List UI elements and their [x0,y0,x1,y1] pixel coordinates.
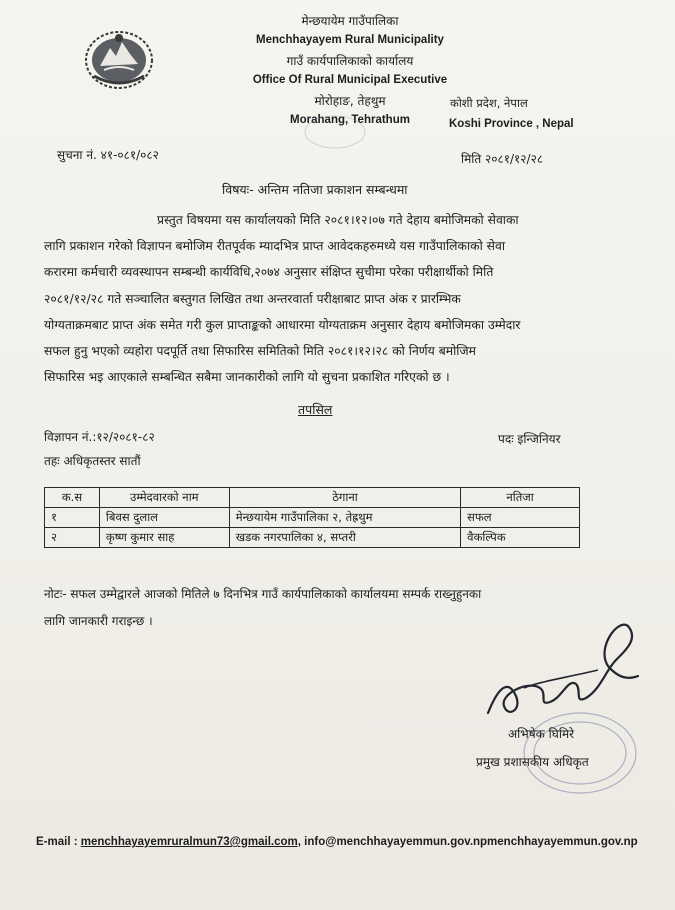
advertisement-number: विज्ञापन नं.:१२/२०८१-८२ [44,430,155,444]
results-table [44,487,580,548]
signatory-title: प्रमुख प्रशासकीय अधिकृत [476,755,589,769]
nepal-emblem-logo [82,26,156,92]
municipality-name-en: Menchhayayem Rural Municipality [256,34,444,46]
body-line-3: करारमा कर्मचारी व्यवस्थापन सम्बन्धी कार्यविधि,२०७४ अनुसार संक्षिप्त सुचीमा परेका परीक्षार्थीको मिति [44,265,494,279]
province-np: कोशी प्रदेश, नेपाल [450,96,528,110]
subject-line: विषयः- अन्तिम नतिजा प्रकाशन सम्बन्धमा [222,182,408,197]
col-address: ठेगाना [229,488,460,508]
col-serial: क.स [45,488,100,508]
cell-serial: १ [45,508,100,528]
signatory-name: अभिषेक घिमिरे [508,727,575,741]
email-label: E-mail : [36,836,78,848]
note-line-2: लागि जानकारी गराइन्छ । [44,614,153,628]
faint-stamp [300,112,370,152]
place-np: मोरोहाङ, तेहथुम [314,94,386,108]
cell-address: मेन्छयायेम गाउँपालिका २, तेह्रथुम [229,508,460,528]
email-link-primary[interactable]: menchhayayemruralmun73@gmail.com, [80,836,301,848]
note-line-1: नोटः- सफल उम्मेद्वारले आजको मितिले ७ दिनभित्र गाउँ कार्यपालिकाको कार्यालयमा सम्पर्क राख्नुहुनका [44,587,482,601]
table-row [45,508,580,528]
cell-name: कृष्ण कुमार साह [99,528,229,548]
body-line-1: प्रस्तुत विषयमा यस कार्यालयको मिति २०८१।१२।०७ गते देहाय बमोजिमको सेवाका [157,213,519,227]
cell-result: सफल [461,508,580,528]
body-line-7: सिफारिस भइ आएकाले सम्बन्धित सबैमा जानकारीको लागि यो सुचना प्रकाशित गरिएको छ । [44,370,450,384]
cell-address: खडक नगरपालिका ४, सप्तरी [229,528,460,548]
footer-contact [36,836,638,848]
post-name: पदः इन्जिनियर [498,432,561,446]
table-header-row [45,488,580,508]
col-result: नतिजा [461,488,580,508]
notice-number: सुचना नं. ४१-०८१/०८२ [57,148,159,162]
body-line-2: लागि प्रकाशन गरेको विज्ञापन बमोजिम रीतपूर्वक म्यादभित्र प्राप्त आवेदकहरुमध्ये यस गाउँपालिकाको सेवा [44,239,506,253]
body-line-6: सफल हुनु भएको व्यहोरा पदपूर्ति तथा सिफारिस समितिको मिति २०८१।१२।२८ को निर्णय बमोजिम [44,344,476,358]
office-name-np: गाउँ कार्यपालिकाको कार्यालय [286,54,414,68]
level: तहः अधिकृतस्तर सातौं [44,454,141,468]
body-line-4: २०८१/१२/२८ गते सञ्चालित बस्तुगत लिखित तथा अन्तरवार्ता परीक्षाबाट प्राप्त अंक र प्रारम्भिक [44,292,461,306]
email-link-secondary[interactable]: info@menchhayayemmun.gov.npmenchhayayemmun.gov.np [304,836,638,848]
table-row [45,528,580,548]
cell-serial: २ [45,528,100,548]
details-heading: तपसिल [298,402,333,417]
col-candidate-name: उम्मेदवारको नाम [99,488,229,508]
office-name-en: Office Of Rural Municipal Executive [252,74,448,86]
province-en: Koshi Province , Nepal [449,118,574,130]
cell-name: बिवस दुलाल [99,508,229,528]
notice-date: मिति २०८१/१२/२८ [461,152,544,166]
municipality-name-np: मेन्छयायेम गाउँपालिका [301,14,399,28]
cell-result: वैकल्पिक [461,528,580,548]
body-line-5: योग्यताक्रमबाट प्राप्त अंक समेत गरी कुल प्राप्ताङ्कको आधारमा योग्यताक्रम अनुसार देहाय बमोजिमका उम्मेदार [44,318,521,332]
place-en: Morahang, Tehrathum [290,114,410,126]
